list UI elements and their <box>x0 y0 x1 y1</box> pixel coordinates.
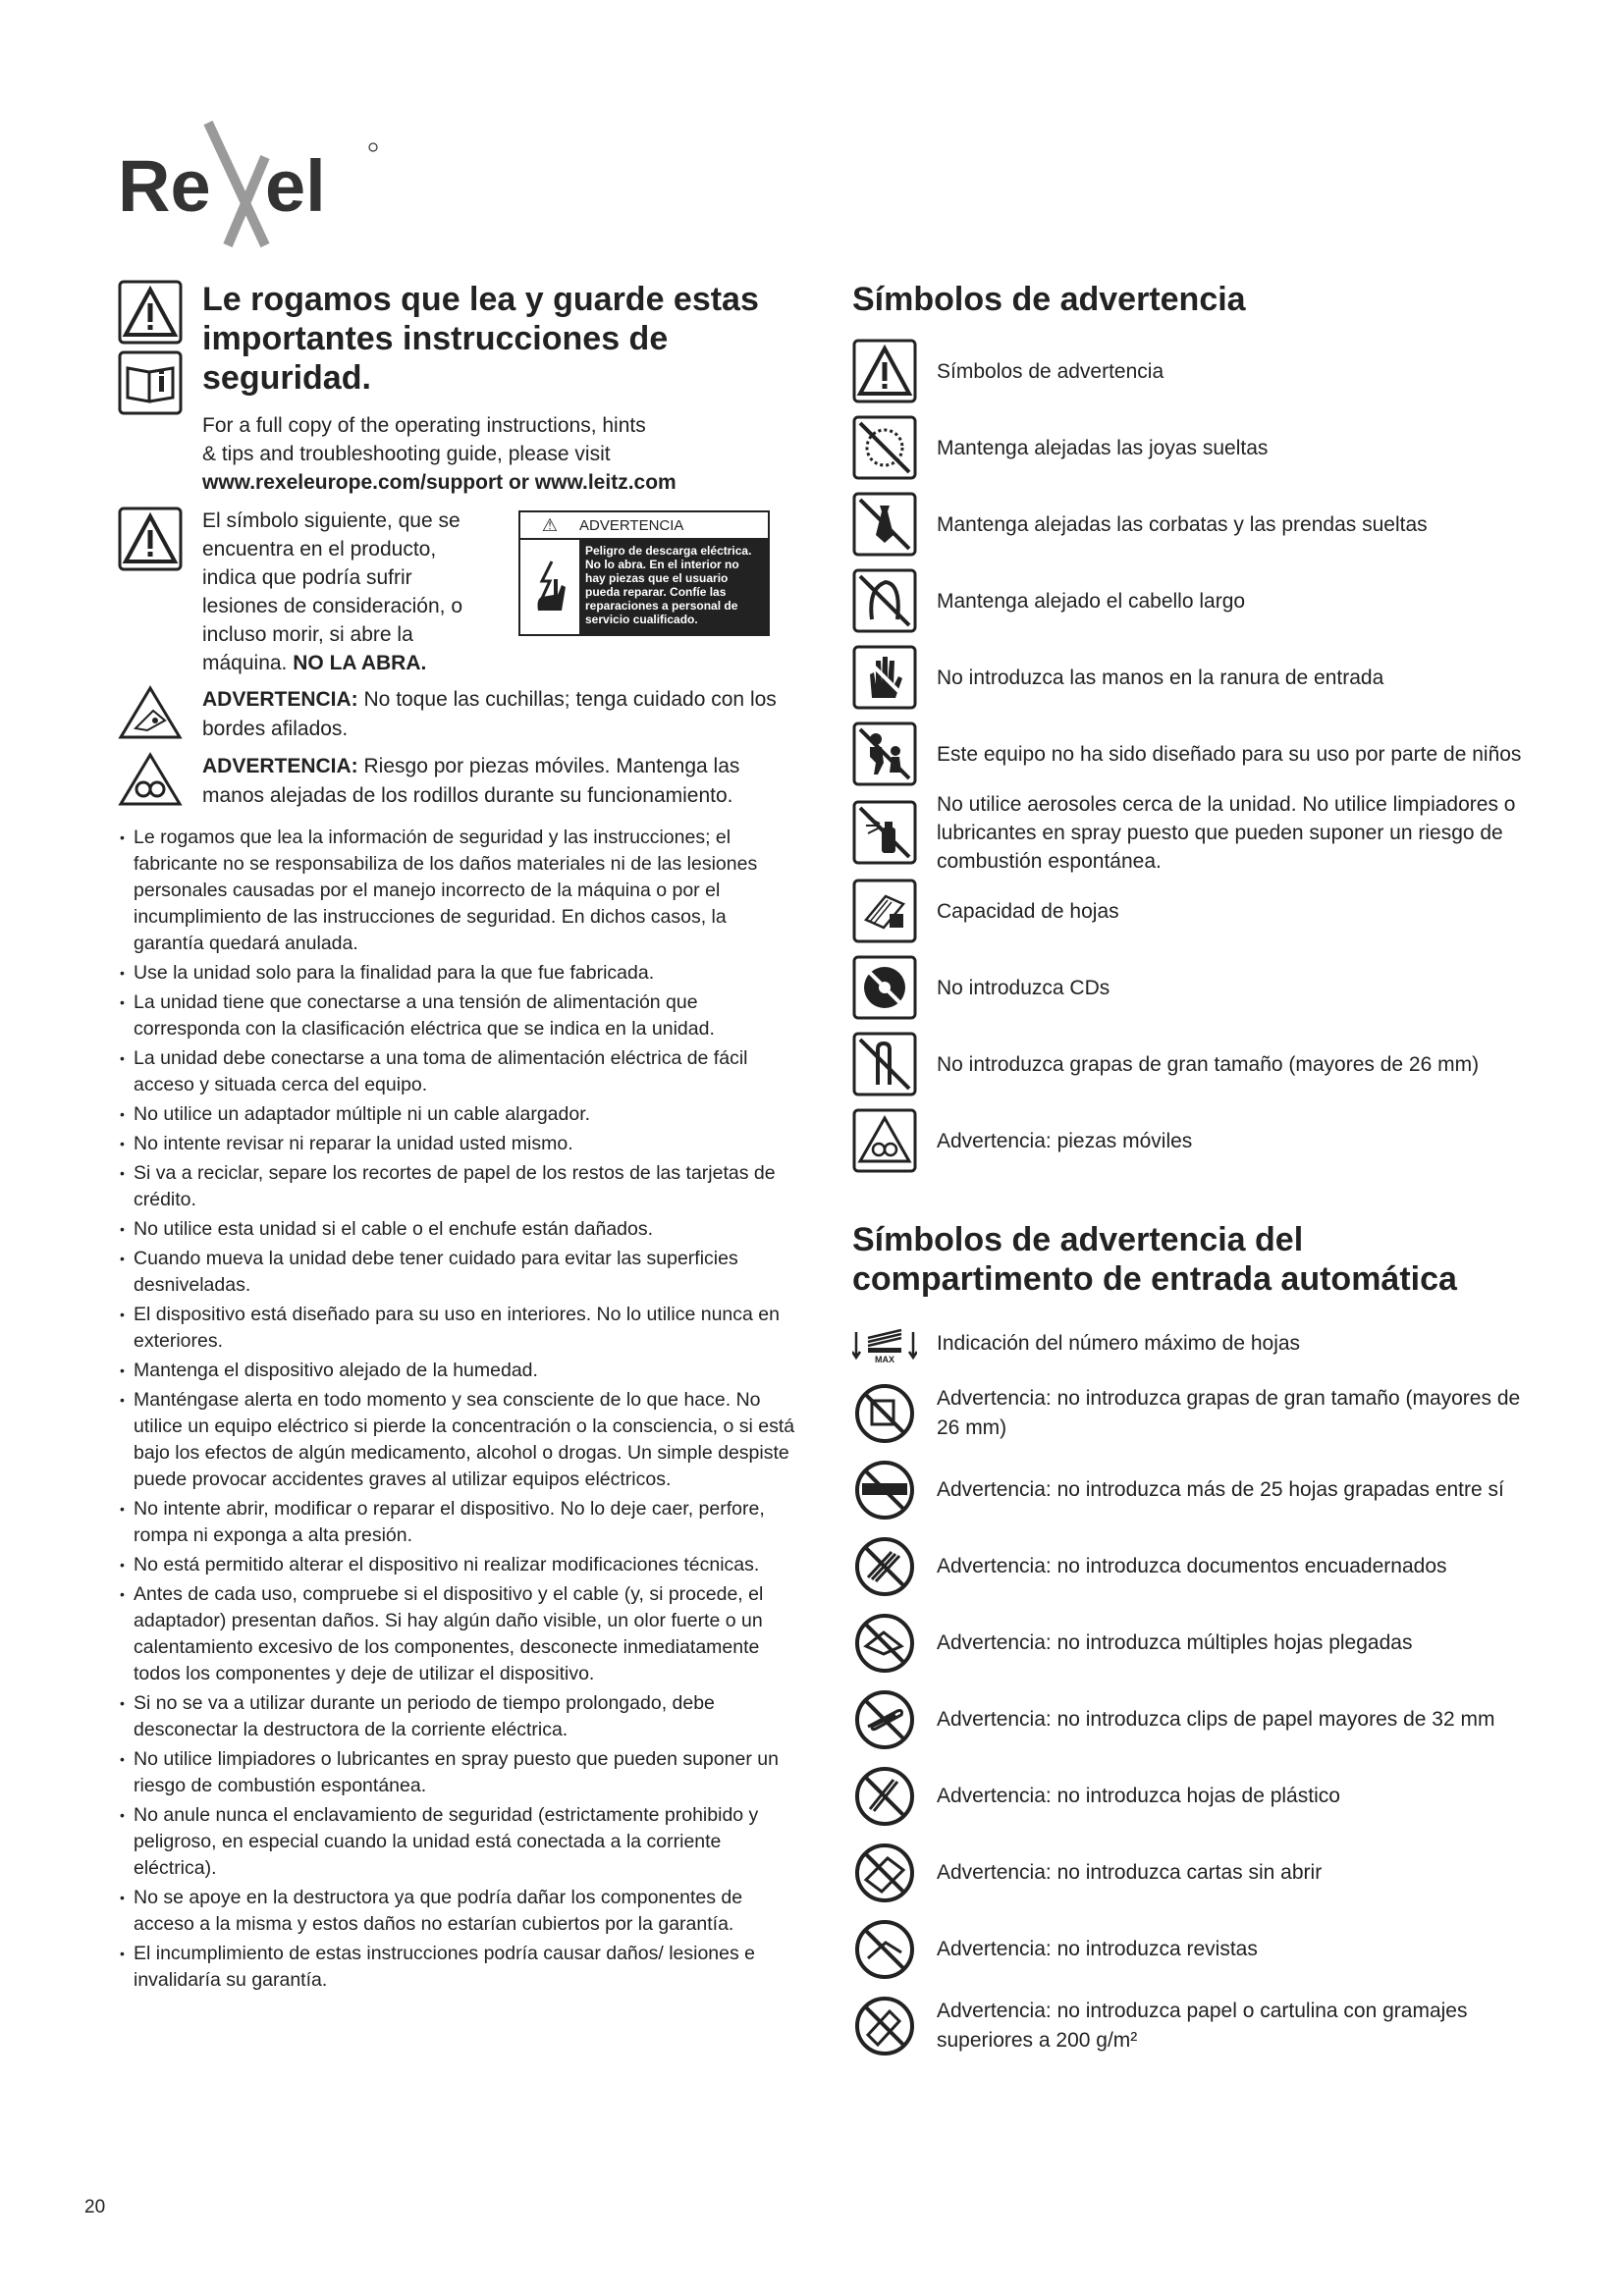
symbols-title: Símbolos de advertencia <box>852 281 1246 318</box>
list-item: Mantenga alejadas las corbatas y las prendas sueltas <box>852 486 1530 562</box>
svg-text:MAX: MAX <box>875 1355 894 1363</box>
rexel-logo <box>118 118 383 250</box>
warning-triangle-icon <box>852 339 917 403</box>
list-item: Capacidad de hojas <box>852 873 1530 949</box>
electric-shock-label <box>518 510 770 636</box>
list-item: Este equipo no ha sido diseñado para su uso por parte de niños <box>852 716 1530 792</box>
list-item: No introduzca CDs <box>852 949 1530 1026</box>
no-envelopes-icon <box>852 1841 917 1905</box>
list-item: Advertencia: no introduzca grapas de gran tamaño (mayores de 26 mm) <box>852 1375 1530 1452</box>
page-title: Le rogamos que lea y guarde estas importantes instrucciones de seguridad. <box>202 281 759 397</box>
list-item: • No utilice limpiadores o lubricantes en spray puesto que pueden suponer un riesgo de combustión espontánea. <box>118 1746 795 1799</box>
list-item: Advertencia: no introduzca documentos encuadernados <box>852 1528 1530 1605</box>
no-clips-icon <box>852 1687 917 1752</box>
moving-parts-icon <box>852 1108 917 1173</box>
auto-feed-symbols-title: Símbolos de advertencia del compartimento de entrada automática <box>852 1221 1457 1298</box>
list-item: • Manténgase alerta en todo momento y sea consciente de lo que hace. No utilice un equipo eléctrico si pierde la concentración o la consciencia, o si está bajo los efectos de algún medicamento, alcohol o drogas. Un simple despiste puede provocar accidentes graves al utilizar equipos eléctricos. <box>118 1387 795 1493</box>
list-item: • Mantenga el dispositivo alejado de la humedad. <box>118 1358 795 1384</box>
list-item: • No está permitido alterar el dispositivo ni realizar modificaciones técnicas. <box>118 1552 795 1578</box>
no-stapled-stack-icon <box>852 1458 917 1522</box>
svg-text:el: el <box>265 145 326 227</box>
list-item: • No utilice un adaptador múltiple ni un cable alargador. <box>118 1101 795 1128</box>
no-jewellery-icon <box>852 415 917 480</box>
warning-triangle-icon <box>118 507 189 677</box>
list-item: Advertencia: no introduzca múltiples hojas plegadas <box>852 1605 1530 1682</box>
read-manual-icon <box>118 350 189 415</box>
list-item: Mantenga alejadas las joyas sueltas <box>852 409 1530 486</box>
blade-warning-text: ADVERTENCIA: No toque las cuchillas; tenga cuidado con los bordes afilados. <box>202 688 777 740</box>
list-item: • Use la unidad solo para la finalidad para la que fue fabricada. <box>118 960 795 987</box>
warning-triangle-icon <box>118 280 189 345</box>
list-item: • No se apoye en la destructora ya que podría dañar los componentes de acceso a la misma y estos daños no estarían cubiertos por la garantía. <box>118 1885 795 1938</box>
no-large-staples-icon <box>852 1032 917 1096</box>
max-sheets-icon <box>852 1324 917 1363</box>
list-item: • El dispositivo está diseñado para su uso en interiores. No lo utilice nunca en exteriores. <box>118 1302 795 1355</box>
list-item: • No utilice esta unidad si el cable o el enchufe están dañados. <box>118 1216 795 1243</box>
support-url[interactable]: www.rexeleurope.com/support or www.leitz.com <box>202 471 677 494</box>
list-item: • Si va a reciclar, separe los recortes de papel de los restos de las tarjetas de crédito. <box>118 1160 795 1213</box>
list-item: • El incumplimiento de estas instrucciones podría causar daños/ lesiones e invalidaría su garantía. <box>118 1941 795 1994</box>
list-item: Advertencia: piezas móviles <box>852 1102 1530 1179</box>
no-tie-icon <box>852 492 917 557</box>
list-item: Advertencia: no introduzca hojas de plástico <box>852 1758 1530 1835</box>
no-bound-docs-icon <box>852 1534 917 1599</box>
no-magazines-icon <box>852 1917 917 1982</box>
no-children-icon <box>852 721 917 786</box>
no-folded-sheets-icon <box>852 1611 917 1676</box>
no-heavy-paper-icon <box>852 1994 917 2058</box>
moving-parts-warning-icon <box>118 752 189 807</box>
no-large-staples-round-icon <box>852 1381 917 1446</box>
list-item: • La unidad tiene que conectarse a una tensión de alimentación que corresponda con la clasificación eléctrica que se indica en la unidad. <box>118 989 795 1042</box>
list-item: No introduzca las manos en la ranura de entrada <box>852 639 1530 716</box>
list-item: • No anule nunca el enclavamiento de seguridad (estrictamente prohibido y peligroso, en especial cuando la unidad está conectada a la corriente eléctrica). <box>118 1802 795 1882</box>
list-item: • No intente revisar ni reparar la unidad usted mismo. <box>118 1131 795 1157</box>
list-item: Advertencia: no introduzca cartas sin abrir <box>852 1835 1530 1911</box>
open-danger-text: El símbolo siguiente, que se encuentra en el producto, indica que podría sufrir lesiones de consideración, o incluso morir, si abre la máquina. NO LA ABRA. <box>202 509 463 674</box>
label-title: ADVERTENCIA <box>579 516 684 534</box>
list-item: • La unidad debe conectarse a una toma de alimentación eléctrica de fácil acceso y situada cerca del equipo. <box>118 1045 795 1098</box>
list-item: • Cuando mueva la unidad debe tener cuidado para evitar las superficies desniveladas. <box>118 1246 795 1299</box>
intro-text: For a full copy of the operating instructions, hints & tips and troubleshooting guide, please visit www.rexeleurope.com/support or www.leitz.com <box>202 411 795 497</box>
safety-bullet-list <box>118 825 795 1994</box>
list-item: Mantenga alejado el cabello largo <box>852 562 1530 639</box>
list-item: • No intente abrir, modificar o reparar el dispositivo. No lo deje caer, perfore, rompa ni exponga a alta presión. <box>118 1496 795 1549</box>
svg-text:Re: Re <box>118 145 211 227</box>
hand-shock-icon <box>520 540 579 634</box>
list-item: Advertencia: no introduzca clips de papel mayores de 32 mm <box>852 1682 1530 1758</box>
page-number: 20 <box>84 2197 106 2217</box>
warning-symbols-list <box>852 333 1530 1179</box>
warning-symbols-column <box>852 280 1530 2064</box>
no-plastic-sheets-icon <box>852 1764 917 1829</box>
no-hands-icon <box>852 645 917 710</box>
list-item: • Le rogamos que lea la información de seguridad y las instrucciones; el fabricante no se responsabiliza de los daños materiales ni de las lesiones personales causadas por el manejo incorrecto de la máquina o por el incumplimiento de las instrucciones de seguridad. En dichos casos, la garantía quedará anulada. <box>118 825 795 957</box>
no-cd-icon <box>852 955 917 1020</box>
safety-instructions-column <box>118 280 795 1997</box>
label-body: Peligro de descarga eléctrica. No lo abra. En el interior no hay piezas que el usuario pueda reparar. Confíe las reparaciones a personal de servicio cualificado. <box>579 540 768 634</box>
list-item: Símbolos de advertencia <box>852 333 1530 409</box>
blade-warning-icon <box>118 685 189 740</box>
list-item: • Antes de cada uso, compruebe si el dispositivo y el cable (y, si procede, el adaptador) presentan daños. Si hay algún daño visible, un olor fuerte o un calentamiento excesivo de los componentes, desconecte inmediatamente todos los componentes y deje de utilizar el dispositivo. <box>118 1581 795 1687</box>
electric-shock-icon: ⚠ <box>541 514 559 535</box>
list-item: • Si no se va a utilizar durante un periodo de tiempo prolongado, debe desconectar la destructora de la corriente eléctrica. <box>118 1690 795 1743</box>
list-item: Advertencia: no introduzca más de 25 hojas grapadas entre sí <box>852 1452 1530 1528</box>
no-long-hair-icon <box>852 568 917 633</box>
list-item: MAX Indicación del número máximo de hojas <box>852 1312 1530 1375</box>
list-item: Advertencia: no introduzca papel o cartulina con gramajes superiores a 200 g/m² <box>852 1988 1530 2064</box>
list-item: No introduzca grapas de gran tamaño (mayores de 26 mm) <box>852 1026 1530 1102</box>
auto-feed-symbols-list <box>852 1312 1530 2064</box>
list-item: Advertencia: no introduzca revistas <box>852 1911 1530 1988</box>
sheet-capacity-icon <box>852 879 917 943</box>
no-aerosol-icon <box>852 800 917 865</box>
moving-parts-warning-text: ADVERTENCIA: Riesgo por piezas móviles. Mantenga las manos alejadas de los rodillos durante su funcionamiento. <box>202 755 740 807</box>
list-item: No utilice aerosoles cerca de la unidad. No utilice limpiadores o lubricantes en spray puesto que pueden suponer un riesgo de combustión espontánea. <box>852 792 1530 873</box>
